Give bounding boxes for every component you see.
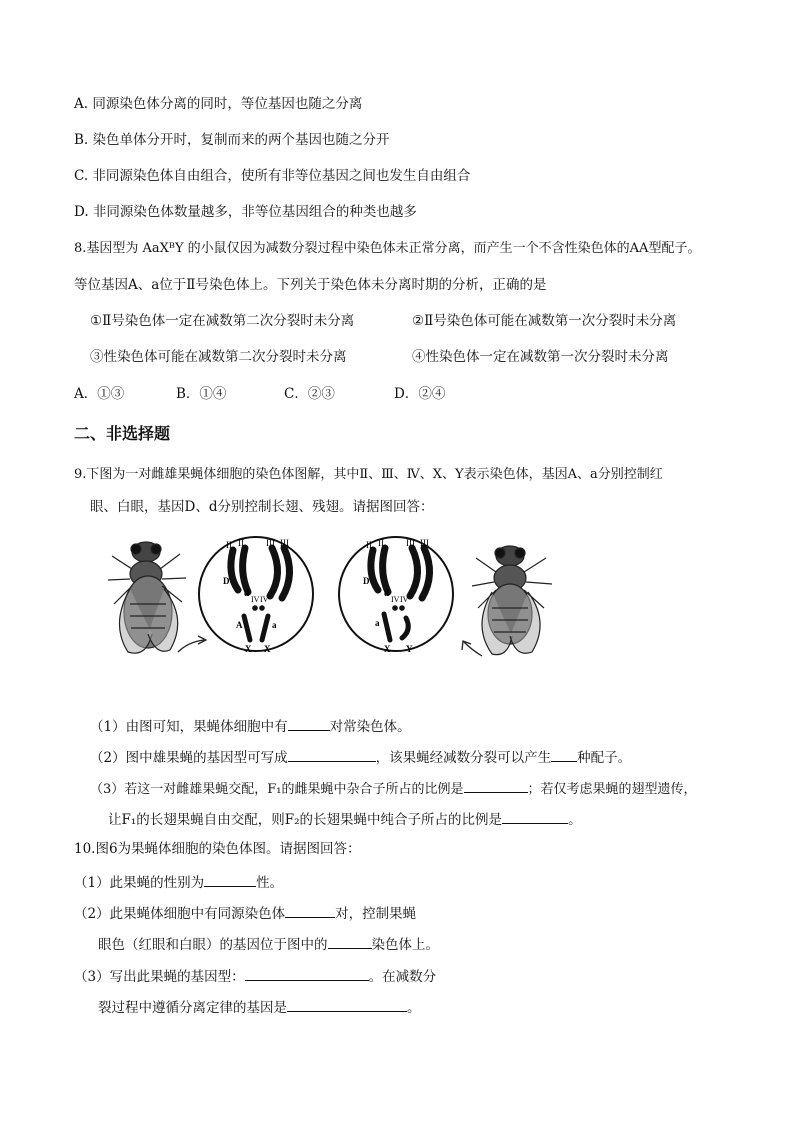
q9-part2-middle: ，该果蝇经减数分裂可以产生 (375, 750, 552, 766)
q7-option-a: A. 同源染色体分离的同时，等位基因也随之分离 (74, 96, 363, 112)
label-male-III-b: III (420, 538, 429, 548)
q10-part2-middle: 对，控制果蝇 (335, 906, 417, 922)
label-male-IV-b: IV (400, 595, 409, 604)
q8-statement-4: ④性染色体一定在减数第一次分裂时未分离 (412, 349, 669, 365)
q9-part3-line2-prefix: 让F₁的长翅果蝇自由交配，则F₂的长翅果蝇中纯合子所占的比例是 (108, 812, 503, 828)
label-female-II-a: II (226, 540, 232, 550)
q8-option-d: D．②④ (394, 386, 446, 402)
q9-part1-prefix: （1）由图可知，果蝇体细胞中有 (90, 719, 288, 735)
q8-stem-line2: 等位基因A、a位于Ⅱ号染色体上。下列关于染色体未分离时期的分析，正确的是 (74, 277, 547, 293)
q8-statement-1: ①Ⅱ号染色体一定在减数第二次分裂时未分离 (90, 313, 355, 329)
label-female-IV-a: IV (251, 595, 260, 604)
q10-part1 (74, 872, 283, 892)
q10-part1-prefix: （1）此果蝇的性别为 (74, 875, 205, 891)
q9-part3-line2-suffix: 。 (568, 812, 582, 828)
q7-option-d: D. 非同源染色体数量越多，非等位基因组合的种类也越多 (74, 204, 417, 220)
q9-part3-line2 (108, 809, 582, 829)
q10-part3-line1 (74, 966, 436, 986)
q10-part1-suffix: 性。 (256, 875, 284, 891)
q10-part3-blank-genotype[interactable] (245, 966, 369, 981)
q7-option-b: B. 染色单体分开时，复制而来的两个基因也随之分开 (74, 132, 390, 148)
q9-part2-prefix: （2）图中雄果蝇的基因型可写成 (90, 750, 288, 766)
label-male-II-b: II (378, 538, 384, 548)
label-female-X2: X (264, 644, 271, 654)
q8-options (74, 385, 445, 403)
q9-part2-suffix: 种配子。 (577, 750, 632, 766)
q10-part3-middle: 。在减数分 (368, 969, 437, 985)
label-male-D: D (363, 576, 370, 586)
q10-part3-line2-prefix: 裂过程中遵循分离定律的基因是 (98, 1000, 287, 1016)
section-title: 二、非选择题 (74, 424, 171, 443)
label-female-IV-b: IV (260, 595, 269, 604)
q10-part2-line1 (74, 903, 416, 923)
label-male-a: a (375, 618, 380, 628)
q10-part3-line2-suffix: 。 (407, 1000, 421, 1016)
q9-part2 (90, 747, 631, 767)
q10-part1-blank-sex[interactable] (204, 872, 256, 887)
q8-statement-3: ③性染色体可能在减数第二次分裂时未分离 (90, 349, 347, 365)
label-female-III-b: III (280, 538, 289, 548)
q10-part2-line2-suffix: 染色体上。 (371, 937, 439, 953)
q10-part3-line2 (98, 997, 421, 1017)
q8-statement-2: ②Ⅱ号染色体可能在减数第一次分裂时未分离 (412, 313, 677, 329)
q10-part2-blank-chromosome[interactable] (328, 934, 372, 949)
q10-part3-blank-genes[interactable] (287, 997, 407, 1012)
label-female-III-a: III (266, 538, 275, 548)
q9-part2-blank-gametes[interactable] (551, 747, 577, 762)
q9-part3-blank-heterozygote[interactable] (464, 778, 528, 793)
q9-part3-blank-homozygote[interactable] (502, 809, 568, 824)
q9-stem-line1: 9.下图为一对雌雄果蝇体细胞的染色体图解，其中Ⅱ、Ⅲ、Ⅳ、X、Y表示染色体，基因A、a分别控制红 (74, 467, 663, 482)
label-male-X: X (384, 644, 391, 654)
q9-part1-suffix: 对常染色体。 (329, 719, 411, 735)
q9-part2-blank-genotype[interactable] (288, 747, 376, 762)
label-female-d: d (244, 588, 250, 598)
label-male-III-a: III (406, 538, 415, 548)
label-male-d: d (384, 588, 390, 598)
female-fly-drawing (108, 542, 186, 653)
q10-part2-prefix: （2）此果蝇体细胞中有同源染色体 (74, 906, 286, 922)
q9-part1-blank[interactable] (288, 716, 330, 731)
male-fly-drawing (472, 546, 552, 655)
q9-stem-line2: 眼、白眼，基因D、d分别控制长翅、残翅。请据图回答： (90, 499, 434, 515)
q9-part3-line1 (90, 778, 697, 799)
q7-option-c: C. 非同源染色体自由组合，使所有非等位基因之间也发生自由组合 (74, 168, 471, 184)
male-chromosome-circle (339, 537, 453, 654)
q8-option-c: C．②③ (284, 386, 335, 402)
label-male-Y: Y (406, 644, 413, 654)
q9-part3-prefix: （3）若这一对雌雄果蝇交配，F₁的雌果蝇中杂合子所占的比例是 (90, 782, 464, 797)
q8-option-b: B．①④ (176, 386, 227, 402)
female-chromosome-circle (199, 537, 313, 654)
chromosome-figure (100, 534, 570, 664)
q10-part2-line2-prefix: 眼色（红眼和白眼）的基因位于图中的 (98, 937, 328, 953)
q9-part3-middle: ；若仅考虑果蝇的翅型遗传， (527, 782, 697, 797)
q10-part2-line2 (98, 934, 439, 954)
label-male-IV-a: IV (391, 595, 400, 604)
label-female-a: a (272, 620, 277, 630)
q10-part2-blank-pairs[interactable] (285, 903, 335, 918)
label-female-A: A (236, 620, 243, 630)
q10-stem: 10.图6为果蝇体细胞的染色体图。请据图回答： (74, 841, 361, 857)
q9-part1 (90, 716, 411, 736)
label-male-II-a: II (366, 540, 372, 550)
q8-stem-line1: 8.基因型为 AaXᴮY 的小鼠仅因为减数分裂过程中染色体未正常分离，而产生一个不含性染色体的AA型配子。 (74, 241, 701, 256)
label-female-D: D (223, 576, 230, 586)
label-female-X1: X (245, 644, 252, 654)
label-female-II-b: II (238, 538, 244, 548)
q8-option-a: A．①③ (74, 386, 125, 402)
q10-part3-prefix: （3）写出此果蝇的基因型： (74, 969, 245, 985)
